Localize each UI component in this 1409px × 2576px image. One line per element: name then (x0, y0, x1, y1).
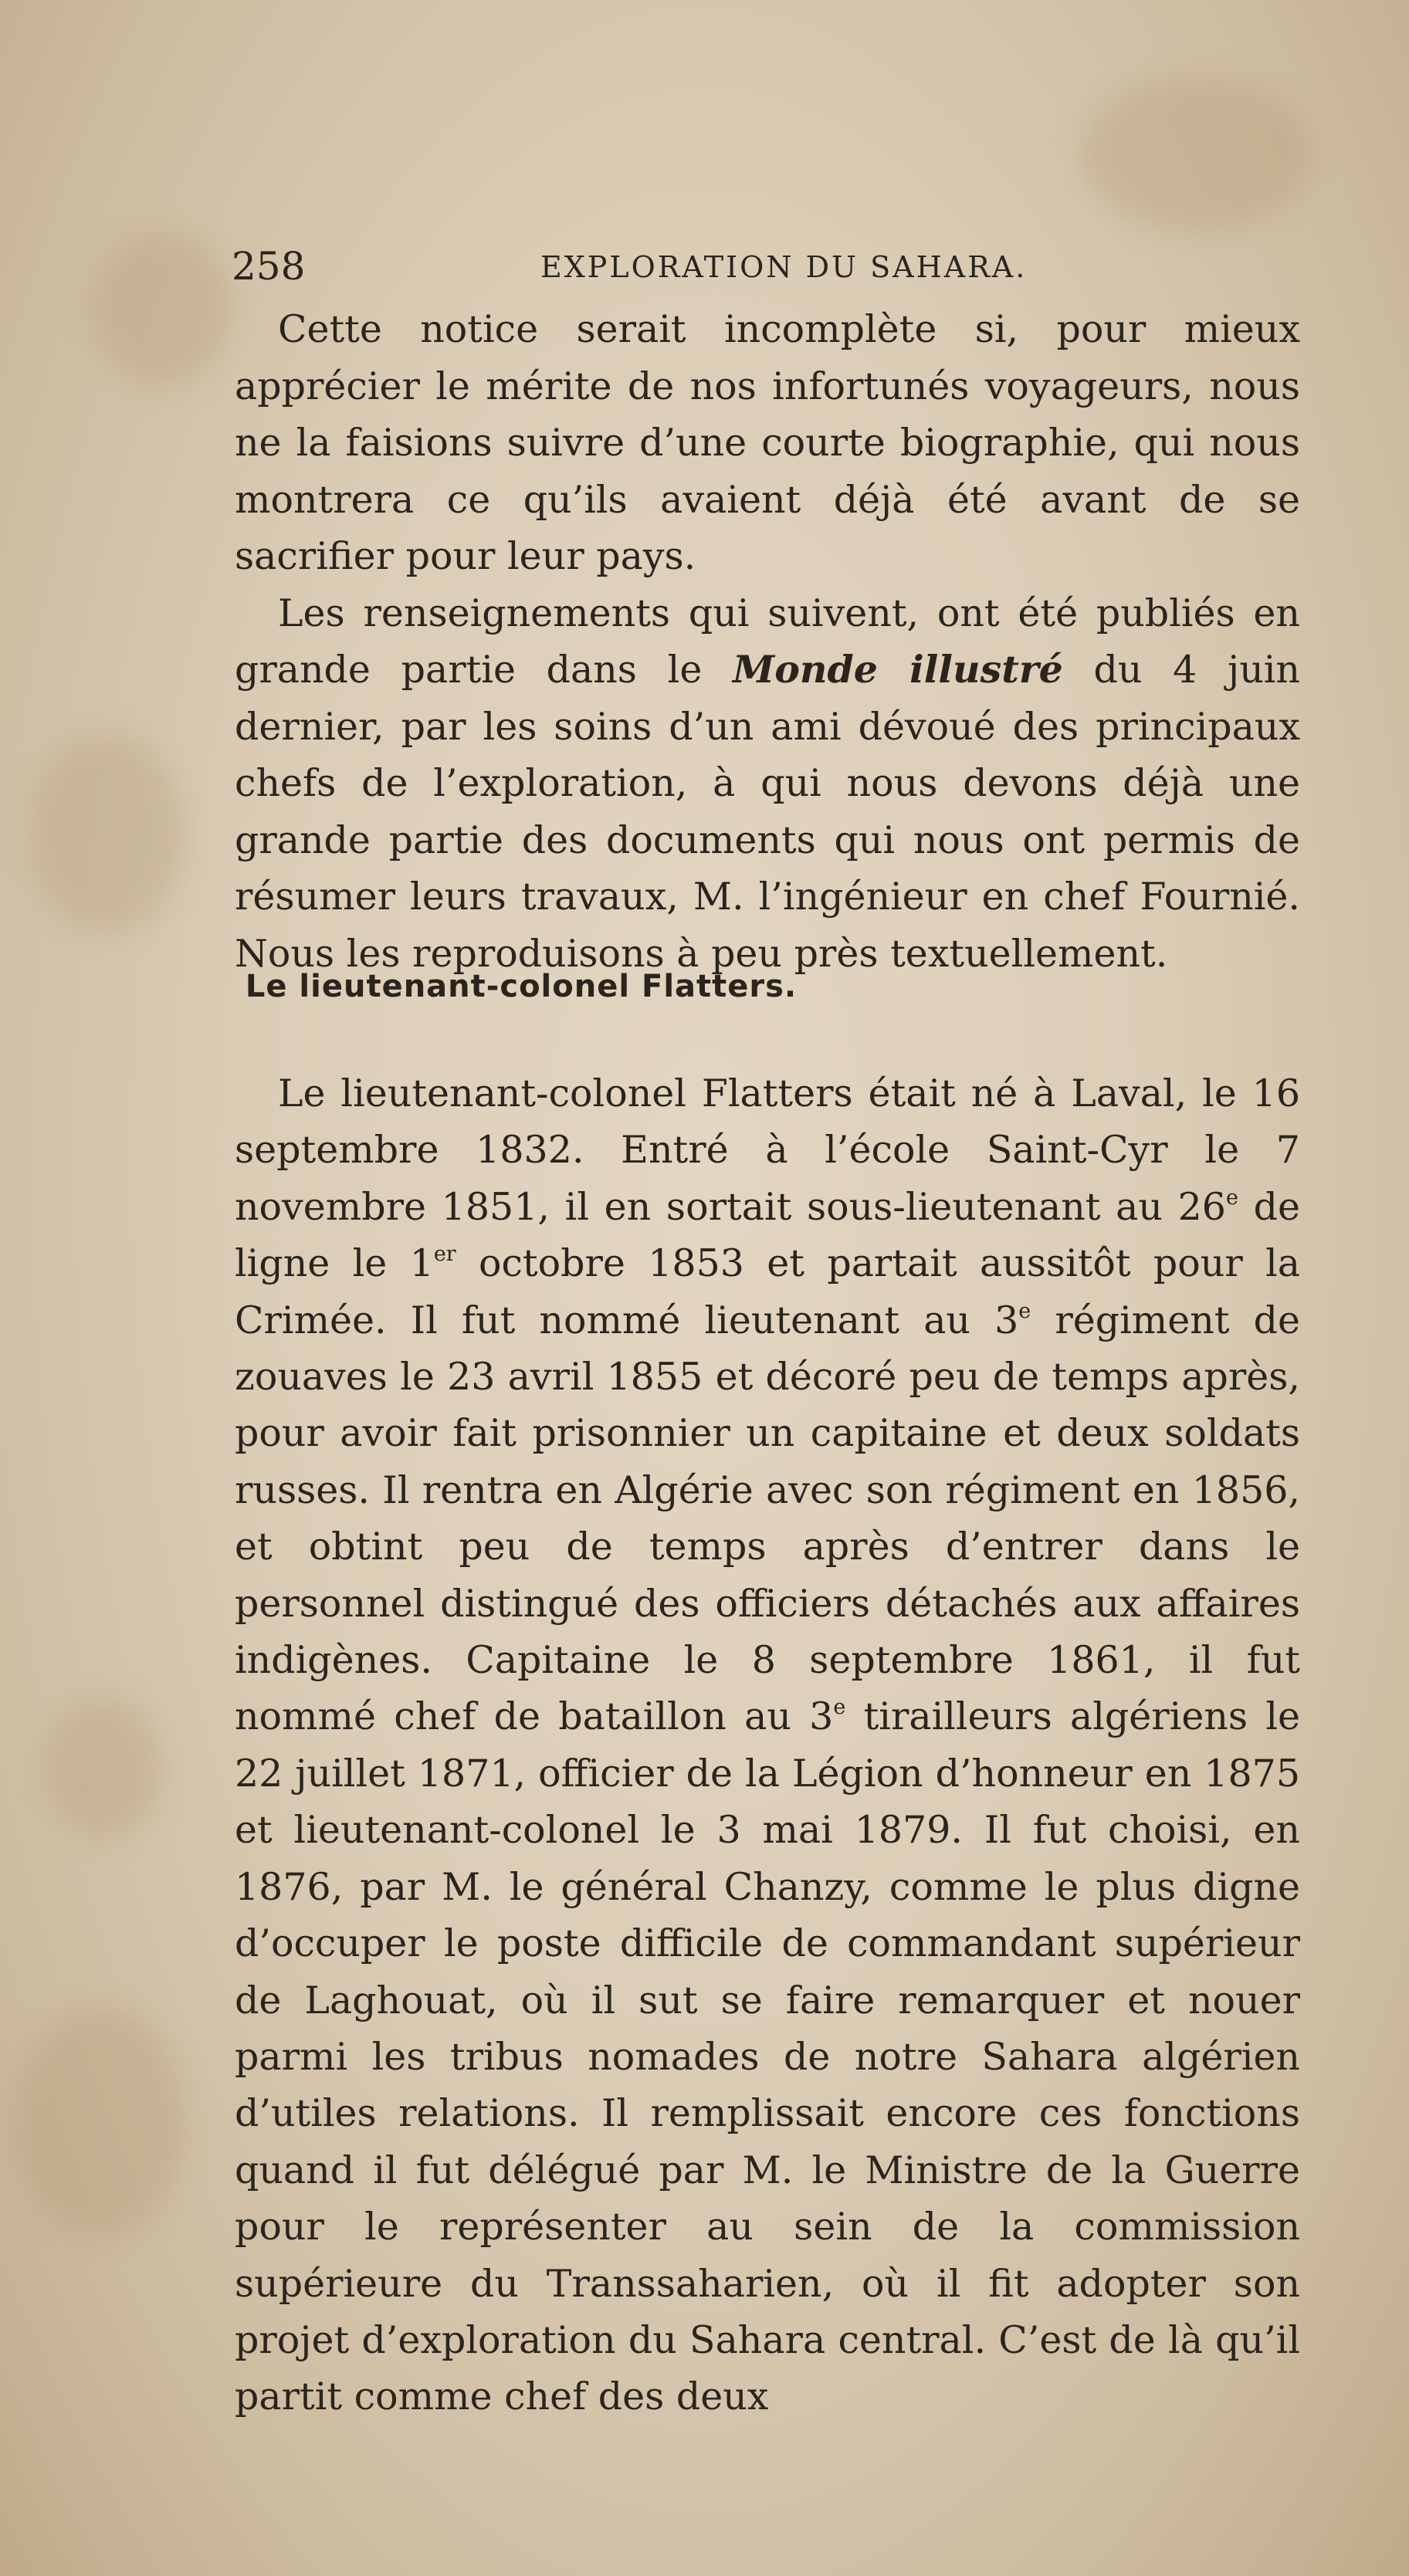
paragraph-1-text: Cette notice serait incomplète si, pour mieux apprécier le mérite de nos infortunés voyageurs, nous ne la faisions suivre d’une courte biographie, qui nous montrera ce qu’ils avaient déjà été avant de se sacrifier pour leur pays. (235, 307, 1300, 578)
paper-stain (15, 2007, 185, 2239)
superscript: e (1225, 1185, 1238, 1210)
section-heading: Le lieutenant-colonel Flatters. (245, 969, 798, 1004)
biography-text-5: tirailleurs algériens le 22 juillet 1871, officier de la Légion d’honneur en 1875 et lieutenant-colonel le 3 mai 1879. Il fut choisi, en 1876, par M. le général Chanzy, comme le plus digne d’occuper le poste difficile de commandant supérieur de Laghouat, où il sut se faire remarquer et nouer parmi les tribus nomades de notre Sahara algérien d’utiles relations. Il remplissait encore ces fonctions quand il fut délégué par M. le Ministre de la Guerre pour le représenter au sein de la commission supérieure du Transsaharien, où il fit adopter son projet d’exploration du Sahara central. C’est de là qu’il partit comme chef des deux (235, 1694, 1300, 2419)
superscript: er (433, 1242, 456, 1267)
superscript: e (1018, 1298, 1031, 1323)
biography-text-4: régiment de zouaves le 23 avril 1855 et décoré peu de temps après, pour avoir fait prisonnier un capitaine et deux soldats russes. Il rentra en Algérie avec son régiment en 1856, et obtint peu de temps après d’entrer dans le personnel distingué des officiers détachés aux affaires indigènes. Capitaine le 8 septembre 1861, il fut nommé chef de bataillon au 3 (235, 1298, 1301, 1739)
paragraph-2-text-a: Les renseignements qui suivent, ont été publiés en grande partie dans le (235, 591, 1300, 692)
paper-stain (93, 232, 232, 386)
page-number: 258 (232, 244, 306, 289)
biography-text-3: octobre 1853 et partait aussitôt pour la Crimée. Il fut nommé lieutenant au 3 (235, 1241, 1300, 1342)
paragraph-2 (235, 585, 1300, 983)
intro-text (235, 301, 1300, 982)
running-head (232, 232, 1305, 301)
running-title: EXPLORATION DU SAHARA. (540, 250, 1028, 284)
superscript: e (833, 1695, 846, 1720)
paper-stain (31, 733, 185, 934)
biography-text-2: de ligne le 1 (235, 1184, 1300, 1286)
paragraph-1 (235, 301, 1300, 585)
biography-text (235, 1065, 1300, 2425)
paper-stain (1081, 77, 1312, 232)
paper-stain (46, 1698, 162, 1837)
paragraph-2-text-b: du 4 juin dernier, par les soins d’un ami dévoué des principaux chefs de l’exploration, à qui nous devons déjà une grande partie des documents qui nous ont permis de résumer leurs travaux, M. l’ingénieur en chef Fournié. Nous les reproduisons à peu près textuellement. (235, 648, 1300, 976)
journal-title: Monde illustré (733, 647, 1063, 692)
biography-text-1: Le lieutenant-colonel Flatters était né à Laval, le 16 septembre 1832. Entré à l’école Saint-Cyr le 7 novembre 1851, il en sortait sous-lieutenant au 26 (235, 1071, 1300, 1229)
biography-paragraph (235, 1065, 1300, 2425)
